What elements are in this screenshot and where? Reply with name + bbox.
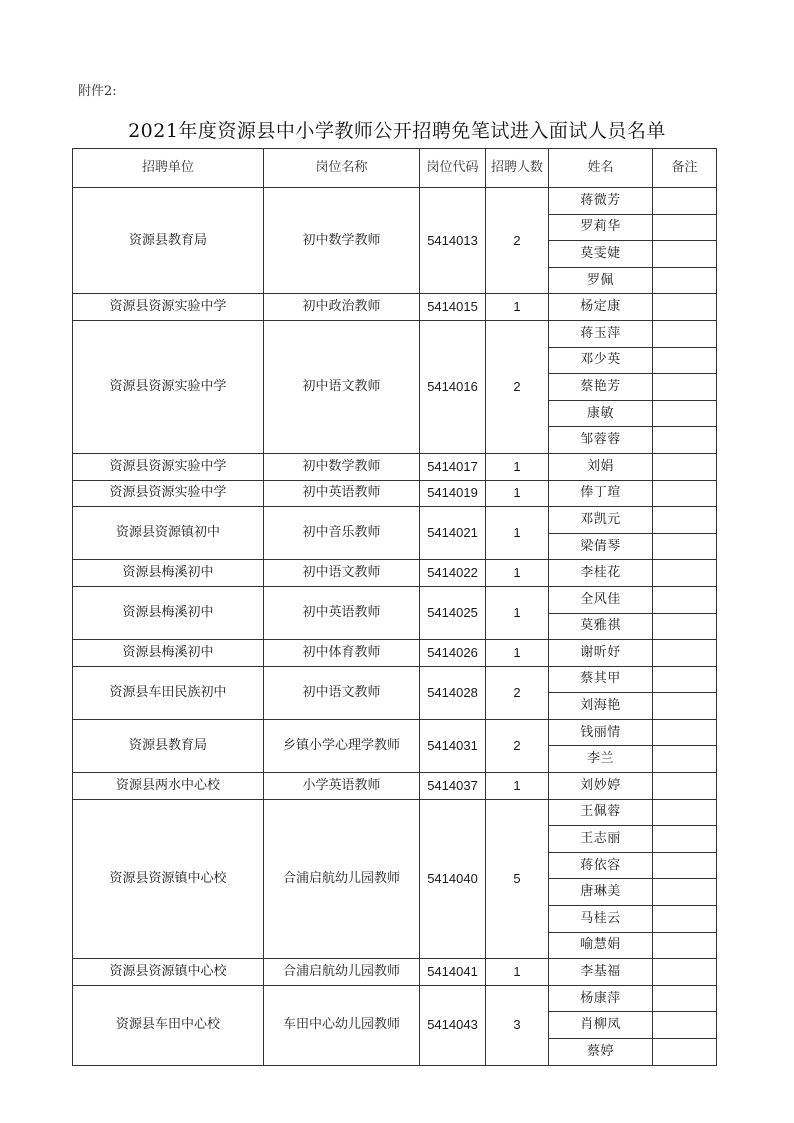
- remark-cell: [653, 400, 717, 427]
- remark-cell: [653, 852, 717, 879]
- unit-cell: 资源县资源实验中学: [73, 294, 264, 321]
- unit-cell: 资源县资源实验中学: [73, 453, 264, 480]
- code-cell: 5414040: [420, 799, 486, 959]
- count-cell: 1: [486, 480, 549, 507]
- unit-cell: 资源县教育局: [73, 188, 264, 294]
- position-cell: 初中语文教师: [264, 320, 420, 453]
- unit-cell: 资源县资源实验中学: [73, 320, 264, 453]
- name-cell: 罗莉华: [549, 214, 653, 241]
- remark-cell: [653, 773, 717, 800]
- table-row: [73, 294, 717, 321]
- position-cell: 初中音乐教师: [264, 507, 420, 560]
- name-cell: 邹蓉蓉: [549, 427, 653, 454]
- remark-cell: [653, 959, 717, 986]
- remark-cell: [653, 932, 717, 959]
- table-row: [73, 640, 717, 667]
- table-row: [73, 799, 717, 826]
- name-cell: 王佩蓉: [549, 799, 653, 826]
- code-cell: 5414043: [420, 985, 486, 1065]
- position-cell: 合浦启航幼儿园教师: [264, 959, 420, 986]
- remark-cell: [653, 427, 717, 454]
- name-cell: 梁倩琴: [549, 533, 653, 560]
- page-title: 2021年度资源县中小学教师公开招聘免笔试进入面试人员名单: [128, 120, 666, 142]
- count-cell: 3: [486, 985, 549, 1065]
- name-cell: 喻慧娟: [549, 932, 653, 959]
- remark-cell: [653, 560, 717, 587]
- count-cell: 2: [486, 666, 549, 719]
- position-cell: 合浦启航幼儿园教师: [264, 799, 420, 959]
- count-cell: 2: [486, 719, 549, 772]
- code-cell: 5414025: [420, 586, 486, 639]
- name-cell: 马桂云: [549, 906, 653, 933]
- remark-cell: [653, 613, 717, 640]
- remark-cell: [653, 374, 717, 401]
- remark-cell: [653, 666, 717, 693]
- remark-cell: [653, 480, 717, 507]
- count-cell: 1: [486, 586, 549, 639]
- position-cell: 初中数学教师: [264, 453, 420, 480]
- remark-cell: [653, 1039, 717, 1066]
- code-cell: 5414019: [420, 480, 486, 507]
- header-position: 岗位名称: [264, 149, 420, 188]
- remark-cell: [653, 693, 717, 720]
- count-cell: 1: [486, 640, 549, 667]
- remark-cell: [653, 879, 717, 906]
- count-cell: 1: [486, 959, 549, 986]
- header-row: [73, 149, 717, 188]
- position-cell: 乡镇小学心理学教师: [264, 719, 420, 772]
- position-cell: 初中语文教师: [264, 666, 420, 719]
- position-cell: 车田中心幼儿园教师: [264, 985, 420, 1065]
- table-row: [73, 666, 717, 693]
- remark-cell: [653, 826, 717, 853]
- name-cell: 莫雅祺: [549, 613, 653, 640]
- remark-cell: [653, 241, 717, 268]
- unit-cell: 资源县资源镇中心校: [73, 799, 264, 959]
- name-cell: 蔡其甲: [549, 666, 653, 693]
- table-row: [73, 773, 717, 800]
- table-row: [73, 320, 717, 347]
- remark-cell: [653, 799, 717, 826]
- table-row: [73, 560, 717, 587]
- header-remark: 备注: [653, 149, 717, 188]
- position-cell: 初中政治教师: [264, 294, 420, 321]
- table-row: [73, 959, 717, 986]
- name-cell: 杨康萍: [549, 985, 653, 1012]
- name-cell: 蔡婷: [549, 1039, 653, 1066]
- name-cell: 蒋依容: [549, 852, 653, 879]
- name-cell: 王志丽: [549, 826, 653, 853]
- code-cell: 5414021: [420, 507, 486, 560]
- name-cell: 李兰: [549, 746, 653, 773]
- position-cell: 初中英语教师: [264, 480, 420, 507]
- name-cell: 钱丽情: [549, 719, 653, 746]
- name-cell: 俸丁瑄: [549, 480, 653, 507]
- table-row: [73, 507, 717, 534]
- table-row: [73, 453, 717, 480]
- remark-cell: [653, 294, 717, 321]
- count-cell: 1: [486, 560, 549, 587]
- code-cell: 5414022: [420, 560, 486, 587]
- header-code: 岗位代码: [420, 149, 486, 188]
- code-cell: 5414016: [420, 320, 486, 453]
- code-cell: 5414026: [420, 640, 486, 667]
- name-cell: 邓凯元: [549, 507, 653, 534]
- name-cell: 刘海艳: [549, 693, 653, 720]
- candidate-table: [72, 148, 717, 1066]
- unit-cell: 资源县教育局: [73, 719, 264, 772]
- header-unit: 招聘单位: [73, 149, 264, 188]
- count-cell: 1: [486, 773, 549, 800]
- name-cell: 谢昕妤: [549, 640, 653, 667]
- remark-cell: [653, 1012, 717, 1039]
- remark-cell: [653, 640, 717, 667]
- table-row: [73, 586, 717, 613]
- count-cell: 5: [486, 799, 549, 959]
- remark-cell: [653, 985, 717, 1012]
- remark-cell: [653, 906, 717, 933]
- name-cell: 罗佩: [549, 267, 653, 294]
- unit-cell: 资源县资源镇初中: [73, 507, 264, 560]
- position-cell: 初中体育教师: [264, 640, 420, 667]
- name-cell: 刘娟: [549, 453, 653, 480]
- header-count: 招聘人数: [486, 149, 549, 188]
- name-cell: 康敏: [549, 400, 653, 427]
- count-cell: 1: [486, 453, 549, 480]
- attachment-label: 附件2:: [78, 84, 117, 99]
- remark-cell: [653, 746, 717, 773]
- count-cell: 1: [486, 507, 549, 560]
- code-cell: 5414037: [420, 773, 486, 800]
- unit-cell: 资源县梅溪初中: [73, 560, 264, 587]
- code-cell: 5414013: [420, 188, 486, 294]
- unit-cell: 资源县梅溪初中: [73, 586, 264, 639]
- name-cell: 蒋玉萍: [549, 320, 653, 347]
- name-cell: 莫雯婕: [549, 241, 653, 268]
- table-row: [73, 188, 717, 215]
- remark-cell: [653, 267, 717, 294]
- remark-cell: [653, 719, 717, 746]
- code-cell: 5414028: [420, 666, 486, 719]
- unit-cell: 资源县车田中心校: [73, 985, 264, 1065]
- remark-cell: [653, 453, 717, 480]
- count-cell: 2: [486, 320, 549, 453]
- name-cell: 邓少英: [549, 347, 653, 374]
- unit-cell: 资源县梅溪初中: [73, 640, 264, 667]
- code-cell: 5414017: [420, 453, 486, 480]
- table-row: [73, 719, 717, 746]
- unit-cell: 资源县两水中心校: [73, 773, 264, 800]
- count-cell: 1: [486, 294, 549, 321]
- remark-cell: [653, 507, 717, 534]
- unit-cell: 资源县车田民族初中: [73, 666, 264, 719]
- code-cell: 5414041: [420, 959, 486, 986]
- name-cell: 李基福: [549, 959, 653, 986]
- remark-cell: [653, 320, 717, 347]
- unit-cell: 资源县资源实验中学: [73, 480, 264, 507]
- position-cell: 初中英语教师: [264, 586, 420, 639]
- position-cell: 小学英语教师: [264, 773, 420, 800]
- name-cell: 蒋微芳: [549, 188, 653, 215]
- remark-cell: [653, 533, 717, 560]
- table-row: [73, 985, 717, 1012]
- name-cell: 李桂花: [549, 560, 653, 587]
- remark-cell: [653, 347, 717, 374]
- header-name: 姓名: [549, 149, 653, 188]
- remark-cell: [653, 586, 717, 613]
- table-row: [73, 480, 717, 507]
- remark-cell: [653, 188, 717, 215]
- name-cell: 唐琳美: [549, 879, 653, 906]
- name-cell: 刘妙婷: [549, 773, 653, 800]
- name-cell: 肖柳凤: [549, 1012, 653, 1039]
- name-cell: 全风佳: [549, 586, 653, 613]
- remark-cell: [653, 214, 717, 241]
- code-cell: 5414031: [420, 719, 486, 772]
- unit-cell: 资源县资源镇中心校: [73, 959, 264, 986]
- position-cell: 初中语文教师: [264, 560, 420, 587]
- position-cell: 初中数学教师: [264, 188, 420, 294]
- name-cell: 蔡艳芳: [549, 374, 653, 401]
- count-cell: 2: [486, 188, 549, 294]
- name-cell: 杨定康: [549, 294, 653, 321]
- code-cell: 5414015: [420, 294, 486, 321]
